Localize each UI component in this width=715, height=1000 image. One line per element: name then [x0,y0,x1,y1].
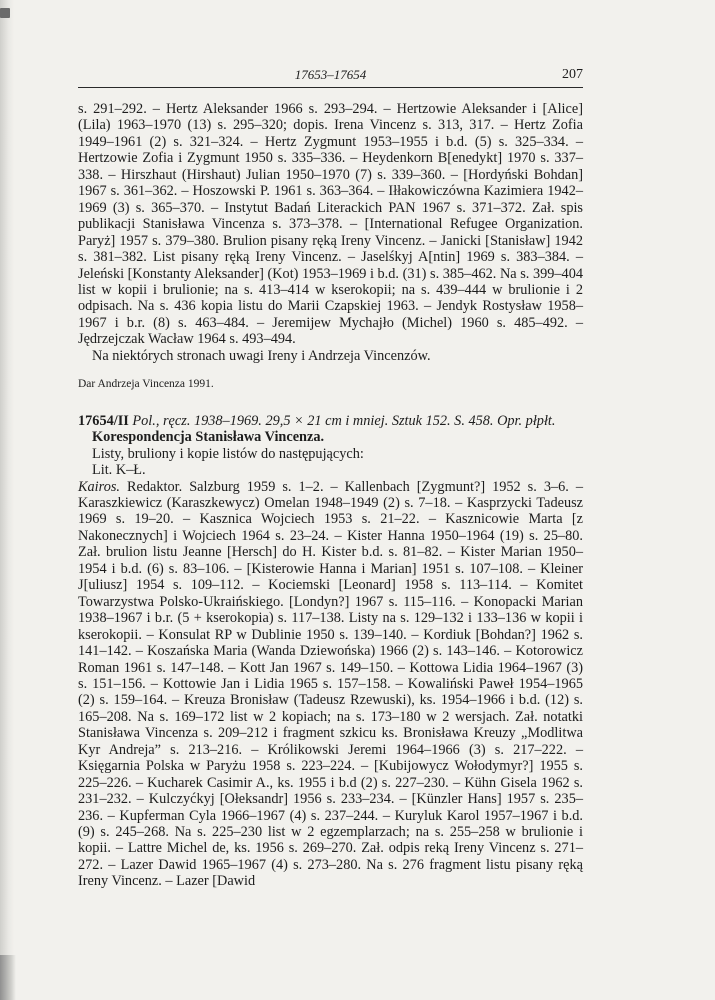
page-header [78,67,583,88]
correspondent-list: Redaktor. Salzburg 1959 s. 1–2. – Kallenbach [Zygmunt?] 1952 s. 3–6. – Karaszkiewicz (Karaszkewycz) Omelan 1948–1949 (2) s. 7–18. – Kasprzycki Tadeusz 1969 s. 19–20. – Kasznica Wojciech 1953 s. 21–22. – Kasznicowie Marta [z Nakonecznych] i Wojciech 1964 s. 23–24. – Kister Hanna 1950–1964 (19) s. 25–80. Zał. brulion listu Jeanne [Hersch] do H. Kister b.d. s. 81–82. – Kister Marian 1950–1954 i b.d. (6) s. 83–106. – [Kisterowie Hanna i Marian] 1951 s. 107–108. – Kleiner J[uliusz] 1954 s. 109–112. – Kociemski [Leonard] 1958 s. 113–114. – Komitet Towarzystwa Polsko-Ukraińskiego. [Londyn?] 1967 s. 115–116. – Konopacki Marian 1938–1967 i b.r. (5 + kserokopia) s. 117–138. Listy na s. 129–132 i 133–136 w kopii i kserokopii. – Konsulat RP w Dublinie 1950 s. 139–140. – Kordiuk [Bohdan?] 1962 s. 141–142. – Koszańska Maria (Wanda Dziewońska) 1966 (2) s. 143–146. – Kotorowicz Roman 1961 s. 147–148. – Kott Jan 1967 s. 149–150. – Kottowa Lidia 1964–1967 (3) s. 151–156. – Kottowie Jan i Lidia 1965 s. 157–158. – Kowaliński Paweł 1954–1965 (2) s. 159–164. – Kreuza Bronisław (Tadeusz Rzewuski), ks. 1954–1966 i b.d. (12) s. 165–208. Na s. 169–172 list w 2 kopiach; na s. 173–180 w 2 wersjach. Zał. notatki Stanisława Vincenza s. 209–212 i fragment szkicu ks. Bronisława Kreuzy „Modlitwa Kyr Andreja” s. 213–216. – Królikowski Jeremi 1964–1966 (3) s. 217–222. – Księgarnia Polska w Paryżu 1958 s. 223–224. – [Kubijowycz Wołodymyr?] 1955 s. 225–226. – Kucharek Casimir A., ks. 1955 i b.d (2) s. 227–230. – Kühn Gisela 1962 s. 231–232. – Kulczyćkyj [Ołeksandr] 1956 s. 233–234. – [Künzler Hans] 1957 s. 235–236. – Kupferman Cyla 1966–1967 (4) s. 237–244. – Kuryluk Karol 1957–1967 i b.d. (9) s. 245–268. Na s. 225–230 list w 2 egzemplarzach; na s. 255–258 w brulionie i kopii. – Lattre Michel de, ks. 1956 s. 269–270. Zał. odpis reką Ireny Vincenz s. 271–272. – Lazer Dawid 1965–1967 (4) s. 273–280. Na s. 276 fragment listu pisany ręką Ireny Vincenz. – Lazer [Dawid [78,478,583,890]
binding-mark [0,8,10,18]
page-number: 207 [562,67,583,82]
entry-intro: Listy, bruliony i kopie listów do następujących: [92,445,364,462]
entry-17654-heading [78,413,583,429]
page-body [78,101,583,890]
binding-shadow [0,955,16,1000]
entry-range: Lit. K–Ł. [92,462,146,479]
entry-17653-continuation: s. 291–292. – Hertz Aleksander 1966 s. 293–294. – Hertzowie Aleksander i [Alice] (Lila) 1963–1970 (13) s. 295–320; dopis. Irena Vincenz s. 313, 317. – Hertz Zofia 1949–1961 (2) s. 321–324. – Hertz Zygmunt 1953–1955 i b.d. (5) s. 325–334. – Hertzowie Zofia i Zygmunt 1950 s. 335–336. – Heydenkorn B[enedykt] 1970 s. 337–338. – Hirszhaut (Hirshaut) Julian 1950–1970 (7) s. 339–360. – [Hordyński Bohdan] 1967 s. 361–362. – Hoszowski P. 1961 s. 363–364. – Iłłakowiczówna Kazimiera 1942–1969 (3) s. 365–370. – Instytut Badań Literackich PAN 1967 s. 371–372. Zał. spis publikacji Stanisława Vincenza s. 373–378. – [International Refugee Organization. Paryż] 1957 s. 379–380. Brulion pisany ręką Ireny Vincenz. – Janicki [Stanisław] 1942 s. 381–382. List pisany ręką Ireny Vincenz. – Jaselśkyj A[ntin] 1969 s. 383–384. – Jeleński [Konstanty Aleksander] (Kot) 1953–1969 i b.d. (31) s. 385–462. Na s. 399–404 list w kopii i brulionie; na s. 413–414 w kserokopii; na s. 439–444 w brulionie i 2 odpisach. Na s. 436 kopia listu do Marii Czapskiej 1963. – Jendyk Rostysław 1958–1967 i b.r. (8) s. 463–484. – Jeremijew Mychajło (Michel) 1960 s. 485–492. – Jędrzejczak Wacław 1964 s. 493–494. [78,101,583,348]
entry-17653-provenance: Dar Andrzeja Vincenza 1991. [78,378,214,391]
running-head: 17653–17654 [294,67,367,82]
entry-description: Pol., ręcz. 1938–1969. 29,5 × 21 cm i mniej. Sztuk 152. S. 458. Opr. płpłt. [132,412,556,429]
entry-17653-remarks: Na niektórych stronach uwagi Ireny i Andrzeja Vincenzów. [92,347,431,364]
book-binding-edge [0,0,14,1000]
first-correspondent: Kairos. [78,478,120,495]
entry-title: Korespondencja Stanisława Vincenza. [92,429,325,446]
entry-number: 17654/II [78,412,129,429]
entry-17654-text [78,479,583,890]
